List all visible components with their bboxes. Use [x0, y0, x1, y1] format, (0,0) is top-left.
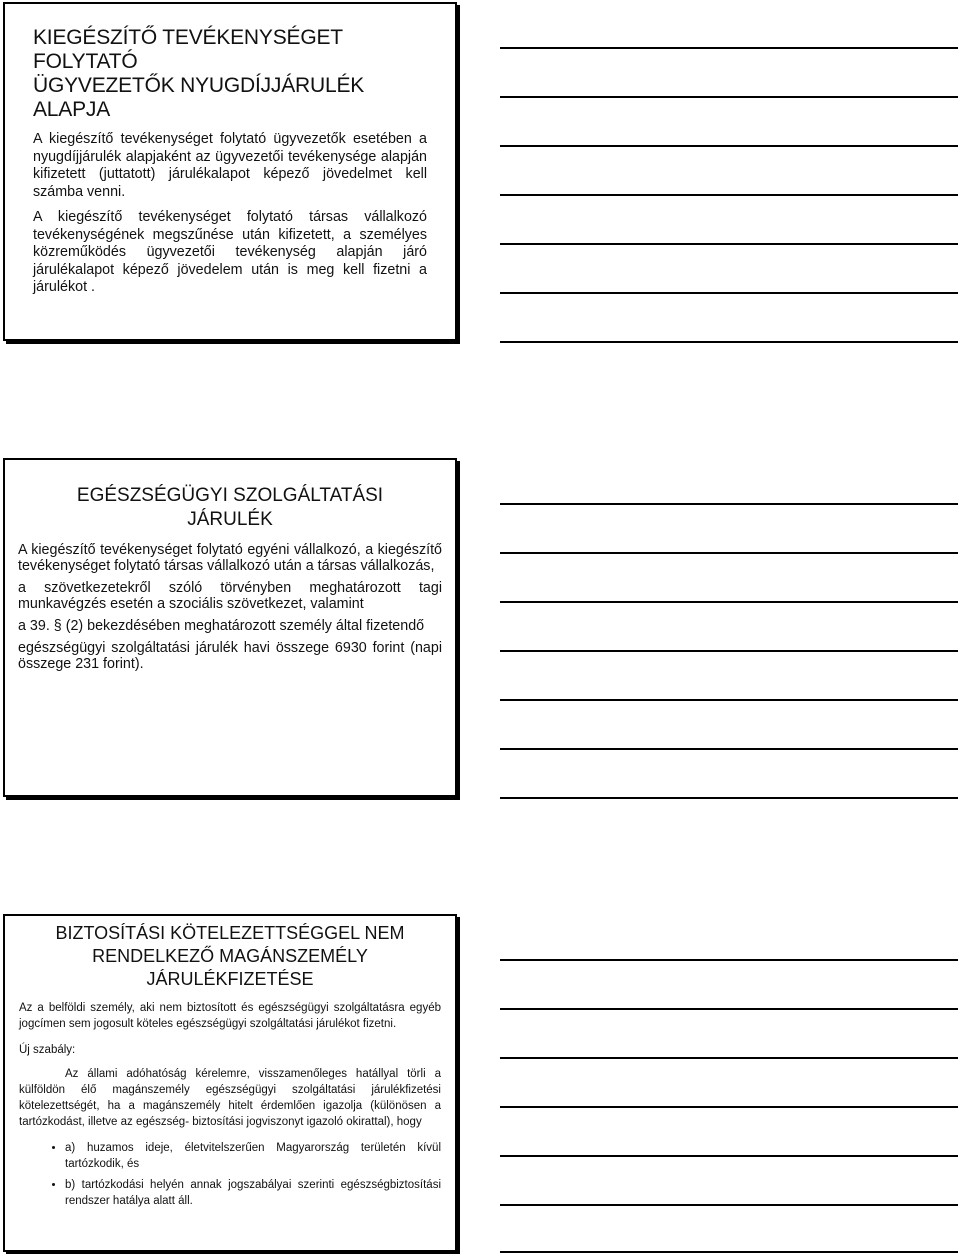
bullet-item: • a) huzamos ideje, életvitelszerűen Magyarország területén kívül tartózkodik, és — [65, 1140, 441, 1172]
note-line — [500, 1106, 958, 1108]
slide-paragraph-4: egészségügyi szolgáltatási járulék havi összege 6930 forint (napi összege 231 forint). — [18, 640, 442, 672]
slide-3 — [3, 914, 457, 1252]
note-line — [500, 959, 958, 961]
note-line — [500, 699, 958, 701]
title-line-3: JÁRULÉKFIZETÉSE — [146, 969, 314, 989]
slide-title — [33, 26, 427, 122]
note-line — [500, 243, 958, 245]
title-line-1: BIZTOSÍTÁSI KÖTELEZETTSÉGGEL NEM — [55, 923, 405, 943]
slide-title — [19, 922, 441, 991]
note-line — [500, 145, 958, 147]
slide-paragraph-1: A kiegészítő tevékenységet folytató egyéni vállalkozó, a kiegészítő tevékenységet folytató társas vállalkozó után a társas vállalkozás, — [18, 542, 442, 574]
title-line-1: KIEGÉSZÍTŐ TEVÉKENYSÉGET FOLYTATÓ — [33, 26, 343, 73]
note-line — [500, 797, 958, 799]
title-line-2: JÁRULÉK — [187, 509, 273, 530]
rule-label: Új szabály: — [19, 1044, 76, 1056]
note-line — [500, 292, 958, 294]
note-line — [500, 341, 958, 343]
title-line-1: EGÉSZSÉGÜGYI SZOLGÁLTATÁSI — [76, 485, 384, 506]
bullet-item: • b) tartózkodási helyén annak jogszabályai szerinti egészségbiztosítási rendszer hatálya alatt áll. — [65, 1177, 441, 1209]
note-line — [500, 1204, 958, 1206]
note-line — [500, 96, 958, 98]
slide-title — [18, 484, 442, 532]
note-line — [500, 1155, 958, 1157]
note-line — [500, 1251, 958, 1253]
slide-paragraph-2: Az állami adóhatóság kérelemre, visszamenőleges hatállyal törli a külföldön élő magánszemély egészségügyi szolgáltatási járulékfizetési kötelezettségét, ha a magánszemély hitelt érdemlően igazolja (különösen a tartózkodást, illetve az egészség- biztosítási jogviszonyt igazoló okirattal), hogy — [19, 1068, 441, 1128]
note-line — [500, 503, 958, 505]
note-line — [500, 1057, 958, 1059]
slide-paragraph-1: A kiegészítő tevékenységet folytató ügyvezetők esetében a nyugdíjjárulék alapjaként az ügyvezetői tevékenysége alapján kifizetett (juttatott) járulékalapot képező jövedelmet kell számba venni. — [33, 131, 427, 200]
slide-paragraph-2: a szövetkezetekről szóló törvényben meghatározott tagi munkavégzés esetén a szociális szövetkezet, valamint — [18, 580, 442, 612]
note-line — [500, 601, 958, 603]
bullet-list — [19, 1140, 441, 1209]
slide-1 — [3, 2, 457, 341]
note-line — [500, 47, 958, 49]
slide-paragraph-2: A kiegészítő tevékenységet folytató társas vállalkozó tevékenységének megszűnése után kifizetett, a személyes közreműködés ügyvezetői tevékenység alapján járó járulékalapot képező jövedelem után is meg kell fizetni a járulékot . — [33, 209, 427, 295]
note-line — [500, 194, 958, 196]
title-line-2: RENDELKEZŐ MAGÁNSZEMÉLY — [92, 946, 368, 966]
slide-paragraph-1: Az a belföldi személy, aki nem biztosított és egészségügyi szolgáltatásra egyéb jogcímen sem jogosult köteles egészségügyi szolgáltatási járulékot fizetni. — [19, 1002, 441, 1030]
slide-2 — [3, 458, 457, 797]
title-line-2: ÜGYVEZETŐK NYUGDÍJJÁRULÉK ALAPJA — [33, 74, 365, 121]
slide-paragraph-3: a 39. § (2) bekezdésében meghatározott személy által fizetendő — [18, 618, 425, 634]
note-line — [500, 748, 958, 750]
note-line — [500, 650, 958, 652]
note-line — [500, 1008, 958, 1010]
note-line — [500, 552, 958, 554]
